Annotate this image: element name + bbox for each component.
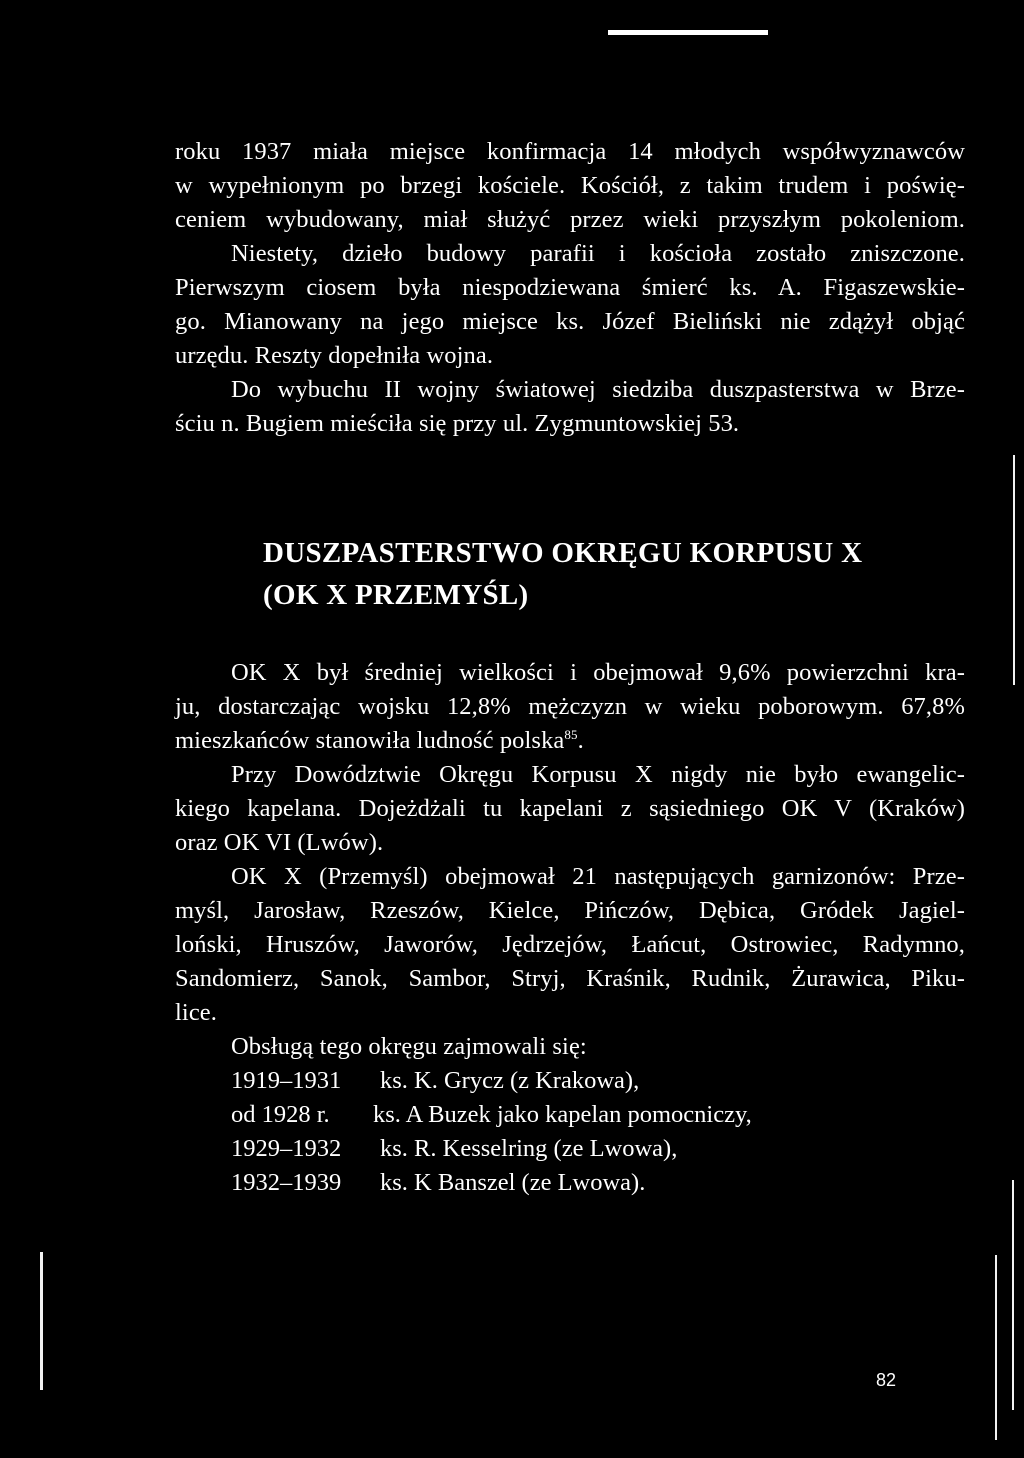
text-line: myśl, Jarosław, Rzeszów, Kielce, Pińczów, Dębica, Gródek Jagiel-	[175, 897, 965, 924]
list-intro: Obsługą tego okręgu zajmowali się:	[231, 1033, 587, 1060]
chaplain-years: 1932–1939	[231, 1169, 342, 1196]
text-line: oraz OK VI (Lwów).	[175, 829, 384, 856]
text-line: OK X (Przemyśl) obejmował 21 następujących garnizonów: Prze-	[231, 863, 965, 890]
chaplain-name: ks. A Buzek jako kapelan pomocniczy,	[373, 1101, 752, 1128]
text-line: ceniem wybudowany, miał służyć przez wieki przyszłym pokoleniom.	[175, 206, 965, 233]
text-line	[175, 724, 965, 758]
text-line: ju, dostarczając wojsku 12,8% mężczyzn w wieku poborowym. 67,8%	[175, 693, 965, 720]
scan-edge-line-bottom-right	[995, 1255, 997, 1440]
text-line: urzędu. Reszty dopełniła wojna.	[175, 342, 494, 369]
scan-edge-line-left-2	[40, 1252, 43, 1390]
paragraph-ok-x	[175, 656, 965, 1200]
text-line: go. Mianowany na jego miejsce ks. Józef Bieliński nie zdążył objąć	[175, 308, 965, 335]
text-line: roku 1937 miała miejsce konfirmacja 14 młodych współwyznawców	[175, 138, 965, 165]
text-line: lice.	[175, 999, 217, 1026]
section-heading	[263, 532, 963, 616]
footnote-marker: 85	[564, 726, 578, 742]
text-line: Przy Dowództwie Okręgu Korpusu X nigdy nie było ewangelic-	[231, 761, 965, 788]
text-line: ściu n. Bugiem mieściła się przy ul. Zygmuntowskiej 53.	[175, 410, 740, 437]
scan-artifact-bar	[608, 30, 768, 35]
chaplain-name: ks. K. Grycz (z Krakowa),	[380, 1067, 640, 1094]
heading-line-1: DUSZPASTERSTWO OKRĘGU KORPUSU X	[263, 537, 863, 569]
chaplain-name: ks. R. Kesselring (ze Lwowa),	[380, 1135, 678, 1162]
text-line: Pierwszym ciosem była niespodziewana śmierć ks. A. Figaszewskie-	[175, 274, 965, 301]
scan-edge-line-right	[1013, 455, 1015, 685]
text-line: loński, Hruszów, Jaworów, Jędrzejów, Łańcut, Ostrowiec, Radymno,	[175, 931, 965, 958]
text-line: kiego kapelana. Dojeżdżali tu kapelani z sąsiedniego OK V (Kraków)	[175, 795, 965, 822]
chaplain-name: ks. K Banszel (ze Lwowa).	[380, 1169, 646, 1196]
text-line: w wypełnionym po brzegi kościele. Kościół, z takim trudem i poświę-	[175, 172, 965, 199]
list-item	[175, 1064, 965, 1098]
scan-edge-line-right-lower	[1012, 1180, 1014, 1410]
list-item	[175, 1166, 965, 1200]
paragraph-confirmation	[175, 135, 965, 441]
chaplain-years: 1919–1931	[231, 1067, 342, 1094]
text-span: .	[577, 727, 584, 754]
chaplain-years: 1929–1932	[231, 1135, 342, 1162]
heading-line-2: (OK X PRZEMYŚL)	[263, 579, 529, 611]
text-line: Do wybuchu II wojny światowej siedziba duszpasterstwa w Brze-	[231, 376, 965, 403]
text-span: mieszkańców stanowiła ludność polska	[175, 727, 565, 754]
text-line: OK X był średniej wielkości i obejmował 9,6% powierzchni kra-	[231, 659, 965, 686]
list-item	[175, 1132, 965, 1166]
page-number: 82	[876, 1370, 897, 1390]
list-item	[175, 1098, 965, 1132]
text-line: Niestety, dzieło budowy parafii i kościoła zostało zniszczone.	[231, 240, 965, 267]
text-line: Sandomierz, Sanok, Sambor, Stryj, Kraśnik, Rudnik, Żurawica, Piku-	[175, 965, 965, 992]
chaplain-years: od 1928 r.	[231, 1101, 330, 1128]
